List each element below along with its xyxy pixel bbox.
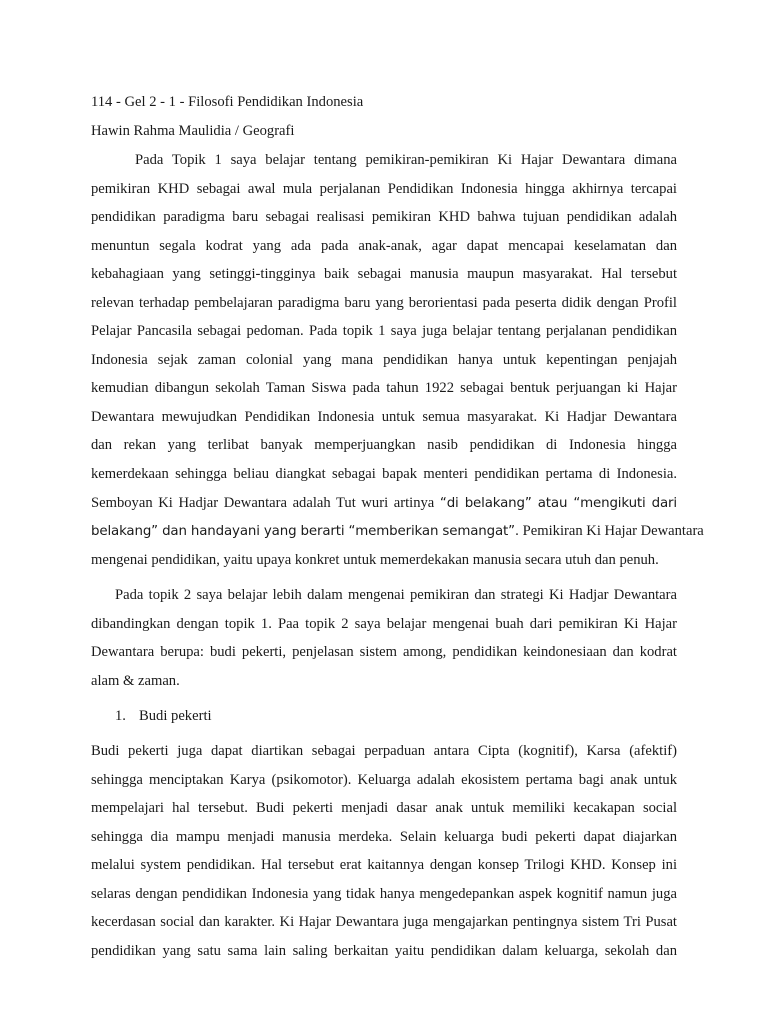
- paragraph-line: pendidikan paradigma baru sebagai realisasi pemikiran KHD bahwa tujuan pendidikan adalah: [91, 209, 677, 225]
- document-title: 114 - Gel 2 - 1 - Filosofi Pendidikan Indonesia: [91, 94, 364, 110]
- paragraph-line: Dewantara berupa: budi pekerti, penjelasan sistem among, pendidikan keindonesiaan dan kodrat: [91, 644, 677, 660]
- paragraph-line: Indonesia sejak zaman colonial yang mana pendidikan hanya untuk kepentingan penjajah: [91, 352, 677, 368]
- paragraph-line: Pada Topik 1 saya belajar tentang pemikiran-pemikiran Ki Hajar Dewantara dimana: [135, 152, 677, 168]
- paragraph-line: menuntun segala kodrat yang ada pada anak-anak, agar dapat mencapai keselamatan dan: [91, 238, 677, 254]
- author-line: Hawin Rahma Maulidia / Geografi: [91, 123, 295, 139]
- paragraph-line: sehingga menciptakan Karya (psikomotor). Keluarga adalah ekosistem pertama bagi anak untuk: [91, 772, 677, 788]
- paragraph-line: Budi pekerti juga dapat diartikan sebagai perpaduan antara Cipta (kognitif), Karsa (afektif): [91, 743, 677, 759]
- paragraph-line: dan rekan yang terlibat banyak memperjuangkan nasib pendidikan di Indonesia hingga: [91, 437, 677, 453]
- paragraph-line: selaras dengan pendidikan Indonesia yang tidak hanya mengedepankan aspek kognitif namun juga: [91, 886, 677, 902]
- paragraph-line: kebahagiaan yang setinggi-tingginya baik sebagai manusia maupun masyarakat. Hal tersebut: [91, 266, 677, 282]
- paragraph-line: Pada topik 2 saya belajar lebih dalam mengenai pemikiran dan strategi Ki Hadjar Dewantara: [115, 587, 677, 603]
- paragraph-line: alam & zaman.: [91, 673, 180, 689]
- paragraph-line: pemikiran KHD sebagai awal mula perjalanan Pendidikan Indonesia hingga akhirnya tercapai: [91, 181, 677, 197]
- paragraph-line: relevan terhadap pembelajaran paradigma baru yang berorientasi pada peserta didik dengan Profil: [91, 295, 677, 311]
- paragraph-line: kemudian dibangun sekolah Taman Siswa pada tahun 1922 sebagai bentuk perjuangan ki Hajar: [91, 380, 677, 396]
- paragraph-line: pendidikan yang satu sama lain saling berkaitan yaitu pendidikan dalam keluarga, sekolah dan: [91, 943, 677, 959]
- paragraph-line: kemerdekaan sehingga beliau diangkat sebagai bapak menteri pendidikan pertama di Indonesia.: [91, 466, 677, 482]
- paragraph-line: dibandingkan dengan topik 1. Paa topik 2 saya belajar mengenai buah dari pemikiran Ki Hajar: [91, 616, 677, 632]
- paragraph-line: kecerdasan social dan karakter. Ki Hajar Dewantara juga mengajarkan pentingnya sistem Tri Pusat: [91, 914, 677, 930]
- semboyan-text: Semboyan Ki Hadjar Dewantara adalah Tut wuri artinya: [91, 495, 435, 511]
- semboyan-line-2: [91, 522, 704, 541]
- paragraph-line: melalui system pendidikan. Hal tersebut erat kaitannya dengan konsep Trilogi KHD. Konsep ini: [91, 857, 677, 873]
- paragraph-line: Pelajar Pancasila sebagai pedoman. Pada topik 1 saya juga belajar tentang perjalanan pendidikan: [91, 323, 677, 339]
- semboyan-line-1: [91, 494, 677, 513]
- list-number: 1.: [115, 708, 126, 724]
- paragraph-line: mengenai pendidikan, yaitu upaya konkret untuk memerdekakan manusia secara utuh dan penuh.: [91, 552, 659, 568]
- semboyan-text: Pemikiran Ki Hajar Dewantara: [522, 523, 704, 539]
- paragraph-line: Dewantara mewujudkan Pendidikan Indonesia untuk semua masyarakat. Ki Hadjar Dewantara: [91, 409, 677, 425]
- paragraph-line: mempelajari hal tersebut. Budi pekerti menjadi dasar anak untuk memiliki kecakapan social: [91, 800, 677, 816]
- semboyan-quote: belakang” dan handayani yang berarti “memberikan semangat”.: [91, 524, 519, 539]
- list-item-label: Budi pekerti: [139, 708, 212, 724]
- semboyan-quote: “di belakang” atau “mengikuti dari: [439, 496, 677, 511]
- paragraph-line: sehingga dia mampu menjadi manusia merdeka. Selain keluarga budi pekerti dapat diajarkan: [91, 829, 677, 845]
